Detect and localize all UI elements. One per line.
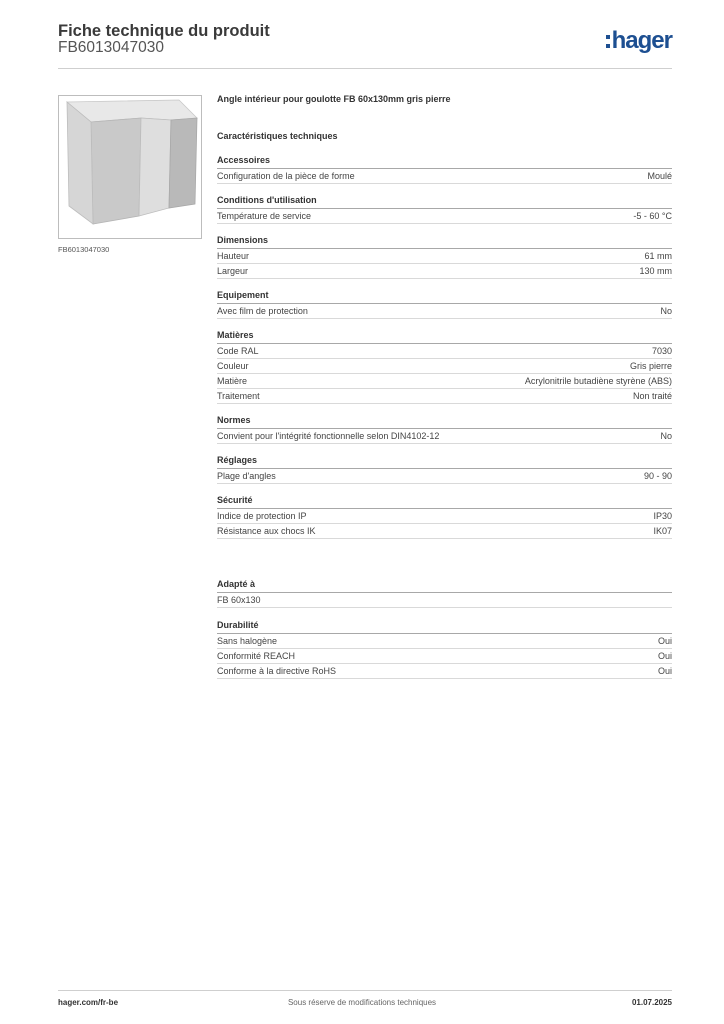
logo-dots-icon [606,35,610,48]
spec-row [217,509,672,524]
spec-value: Moulé [647,171,672,181]
spec-group-reglages [217,455,672,484]
spec-row [217,664,672,679]
group-title: Equipement [217,290,672,304]
group-title: Matières [217,330,672,344]
spec-label: Conforme à la directive RoHS [217,666,337,676]
spec-label: Sans halogène [217,636,278,646]
product-image [58,95,202,239]
spec-group-accessoires [217,155,672,184]
spec-label: Configuration de la pièce de forme [217,171,355,181]
spec-group-dimensions [217,235,672,279]
spec-label: Plage d'angles [217,471,276,481]
footer-website-link[interactable]: hager.com/fr-be [58,998,119,1007]
spec-row [217,264,672,279]
adapted-group [217,579,672,608]
spec-value: Oui [657,666,672,676]
group-title: Conditions d'utilisation [217,195,672,209]
spec-row [217,359,672,374]
spec-value: No [660,431,672,441]
footer-notice: Sous réserve de modifications techniques [287,998,437,1007]
spec-value: IP30 [653,511,672,521]
spec-row [217,169,672,184]
corner-duct-icon [59,96,201,238]
group-title: Réglages [217,455,672,469]
spec-label: Largeur [217,266,249,276]
spec-row [217,304,672,319]
spec-row [217,429,672,444]
spec-value: Gris pierre [629,361,672,371]
footer-date: 01.07.2025 [631,998,672,1007]
spec-label: Traitement [217,391,260,401]
spec-row [217,593,672,608]
spec-label: Couleur [217,361,249,371]
spec-label: Hauteur [217,251,250,261]
durability-group [217,620,672,679]
spec-row [217,209,672,224]
spec-value: Oui [657,651,672,661]
image-caption: FB6013047030 [58,245,110,254]
spec-row [217,524,672,539]
spec-value: Non traité [632,391,672,401]
spec-value: 7030 [651,346,672,356]
spec-row [217,374,672,389]
spec-value: Oui [657,636,672,646]
specs-title: Caractéristiques techniques [217,131,338,141]
spec-label: Convient pour l'intégrité fonctionnelle selon DIN4102-12 [217,431,440,441]
spec-group-normes [217,415,672,444]
spec-row [217,249,672,264]
page-header [58,20,672,68]
group-title: Dimensions [217,235,672,249]
page-title: Fiche technique du produit [58,22,270,40]
spec-label: Indice de protection IP [217,511,307,521]
spec-label: Matière [217,376,248,386]
spec-row [217,469,672,484]
spec-value: No [660,306,672,316]
spec-row [217,634,672,649]
product-reference: FB6013047030 [58,39,165,56]
group-title: Durabilité [217,620,672,634]
spec-content [217,94,672,690]
spec-value: Acrylonitrile butadiène styrène (ABS) [524,376,672,386]
group-title: Accessoires [217,155,672,169]
spec-label: FB 60x130 [217,595,261,605]
spec-row [217,649,672,664]
spec-label: Avec film de protection [217,306,308,316]
spec-group-conditions [217,195,672,224]
spec-value: 61 mm [644,251,672,261]
group-title: Normes [217,415,672,429]
spec-label: Code RAL [217,346,259,356]
spec-label: Conformité REACH [217,651,296,661]
spec-group-equipement [217,290,672,319]
spec-label: Température de service [217,211,312,221]
spec-group-securite [217,495,672,539]
spec-value: 90 - 90 [643,471,672,481]
group-title: Sécurité [217,495,672,509]
footer-divider [58,990,672,991]
spec-value: IK07 [653,526,672,536]
spec-value: 130 mm [639,266,672,276]
header-divider [58,68,672,69]
group-title: Adapté à [217,579,672,593]
product-title: Angle intérieur pour goulotte FB 60x130mm gris pierre [217,94,451,104]
spec-row [217,344,672,359]
spec-row [217,389,672,404]
spec-value: -5 - 60 °C [633,211,672,221]
spec-group-matieres [217,330,672,404]
logo-text: hager [611,27,672,54]
spec-label: Résistance aux chocs IK [217,526,316,536]
hager-logo [606,27,672,55]
